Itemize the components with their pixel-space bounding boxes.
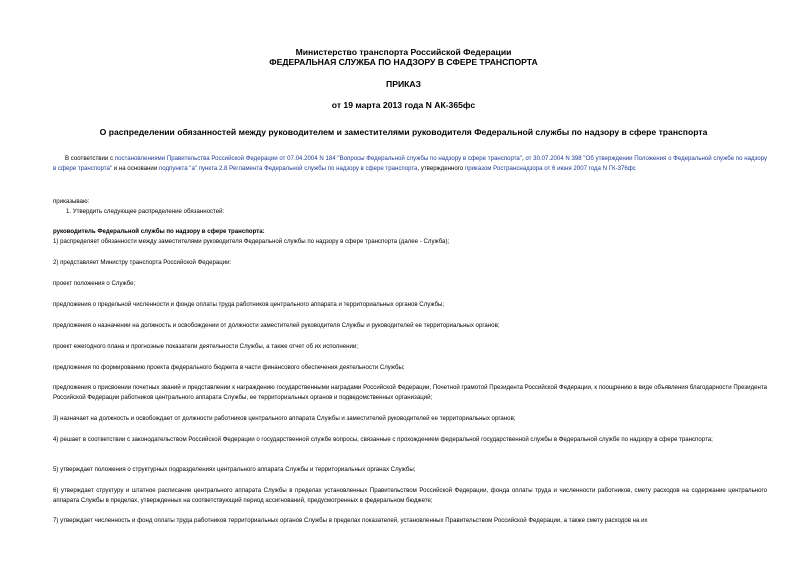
resolution-398-link[interactable]: от 30.07.2004 N 398 "Об утверждении Положения о Федеральной службе по надзору в сфере транспорта" — [53, 155, 768, 172]
subitem-2: 2) представляет Министру транспорта Российской Федерации: — [53, 259, 232, 266]
ministry-heading: Министерство транспорта Российской Федерации — [295, 47, 512, 57]
subitem-2c: предложения о назначении на должность и освобождении от должности заместителей руководителя Службы и руководителей ее территориальных органов; — [53, 322, 500, 329]
prikazyvayu-text: приказываю: — [53, 198, 90, 205]
subitem-6: 6) утверждает структуру и штатное расписание центрального аппарата Службы в пределах установленных Правительством Российской Федерации, фонда оплаты труда и численности работников, смету расходов на содержание центрального аппарата Службы в пределах, утвержденных на соответствующий период ассигнований, предусмотренных в федеральном бюджете; — [53, 487, 767, 504]
preamble-text-4: , утвержденного — [417, 164, 465, 172]
order-gk-376fs-link[interactable]: приказом Ространснадзора от 6 июня 2007 года N ГК-376фс — [464, 164, 636, 172]
subitem-3: 3) назначает на должность и освобождает от должности работников центрального аппарата Службы и заместителей руководителей ее территориальных органов; — [53, 415, 516, 422]
subitem-4: 4) решает в соответствии с законодательством Российской Федерации о государственной службе вопросы, связанные с прохождением федеральной государственной службы в Федеральной службе по надзору в сфере транспорта; — [53, 436, 713, 443]
service-heading: ФЕДЕРАЛЬНАЯ СЛУЖБА ПО НАДЗОРУ В СФЕРЕ ТРАНСПОРТА — [269, 57, 538, 67]
preamble-paragraph — [53, 154, 767, 173]
preamble-text-3: и на основании — [112, 164, 159, 172]
resolution-184-link[interactable]: постановлениями Правительства Российской Федерации от 07.04.2004 N 184 "Вопросы Федеральной службы по надзору в сфере транспорта" — [114, 155, 522, 162]
subitem-7: 7) утверждает численность и фонд оплаты труда работников территориальных органов Службы в пределах показателей, установленных Правительством Российской Федерации, а также смету расходов на их — [53, 517, 648, 524]
subitem-2b: предложения о предельной численности и фонде оплаты труда работников центрального аппарата и территориальных органов Службы; — [53, 301, 445, 308]
document-title: О распределении обязанностей между руководителем и заместителями руководителя Федеральной службы по надзору в сфере транспорта — [99, 127, 708, 137]
preamble-text-2: , — [521, 155, 526, 162]
subitem-1: 1) распределяет обязанности между заместителями руководителя Федеральной службы по надзору в сфере транспорта (далее - Служба); — [53, 238, 450, 245]
preamble-text-1: В соответствии с — [65, 155, 115, 162]
subitem-2e: предложения по формированию проекта федерального бюджета в части финансового обеспечения деятельности Службы; — [53, 364, 405, 371]
item-1: 1. Утвердить следующее распределение обязанностей: — [66, 208, 225, 215]
date-number-heading: от 19 марта 2013 года N АК-365фс — [331, 100, 476, 110]
doc-type-heading: ПРИКАЗ — [386, 79, 421, 89]
head-duties-heading: руководитель Федеральной службы по надзору в сфере транспорта: — [53, 228, 265, 235]
subitem-2a: проект положения о Службе; — [53, 280, 136, 287]
subitem-2d: проект ежегодного плана и прогнозные показатели деятельности Службы, а также отчет об их исполнении; — [53, 343, 358, 350]
regulation-link[interactable]: подпункта "а" пункта 2.8 Регламента Федеральной службы по надзору в сфере транспорта — [158, 164, 418, 172]
subitem-5: 5) утверждает положения о структурных подразделениях центрального аппарата Службы и территориальных органах Службы; — [53, 466, 416, 473]
subitem-2f: предложения о присвоении почетных званий и представлении к награждению государственными наградами Российской Федерации, Почетной грамотой Президента Российской Федерации, к поощрению в виде объявления благодарности Президента Российской Федерации работников центрального аппарата Службы, ее территориальных органов и подведомственных организаций; — [53, 384, 767, 401]
